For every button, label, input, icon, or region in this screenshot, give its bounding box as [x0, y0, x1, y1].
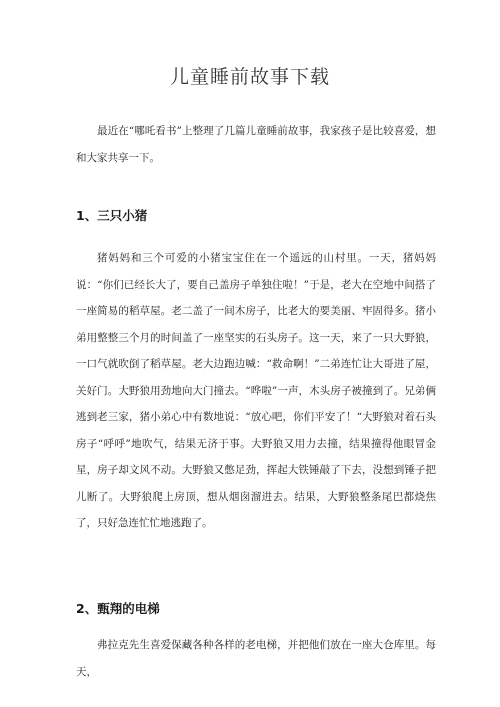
section-heading-three-pigs: 1、三只小猪	[76, 208, 148, 223]
intro-paragraph: 最近在“哪吒看书”上整理了几篇儿童睡前故事，我家孩子是比较喜爱，想和大家共享一下。	[76, 125, 436, 164]
section-heading-elevator: 2、甄翔的电梯	[76, 601, 160, 616]
document-title: 儿童睡前故事下载	[169, 66, 330, 88]
story-paragraph-three-pigs: 猪妈妈和三个可爱的小猪宝宝住在一个遥远的山村里。一天，猪妈妈说：“你们已经长大了，要自己盖房子单独住啦！”于是，老大在空地中间搭了一座简易的稻草屋。老二盖了一间木房子，比老大的要美丽、牢固得多。猪小弟用整整三个月的时间盖了一座坚实的石头房子。这一天，来了一只大野狼，一口气就吹倒了稻草屋。老大边跑边喊：“救命啊！”二弟连忙让大哥进了屋，关好门。大野狼用劲地向大门撞去。“哗啦”一声，木头房子被撞到了。兄弟俩逃到老三家，猪小弟心中有数地说：“放心吧，你们平安了！“大野狼对着石头房子“呼呼”地吹气，结果无济于事。大野狼又用力去撞，结果撞得他眼冒金星，房子却文风不动。大野狼又憋足劲，挥起大铁锤敲了下去，没想到锤子把儿断了。大野狼爬上房顶，想从烟囱溜进去。结果，大野狼整条尾巴都烧焦了，只好急连忙忙地逃跑了。	[76, 252, 436, 529]
story-paragraph-elevator: 弗拉克先生喜爱保藏各种各样的老电梯，并把他们放在一座大仓库里。每天，	[76, 639, 436, 678]
